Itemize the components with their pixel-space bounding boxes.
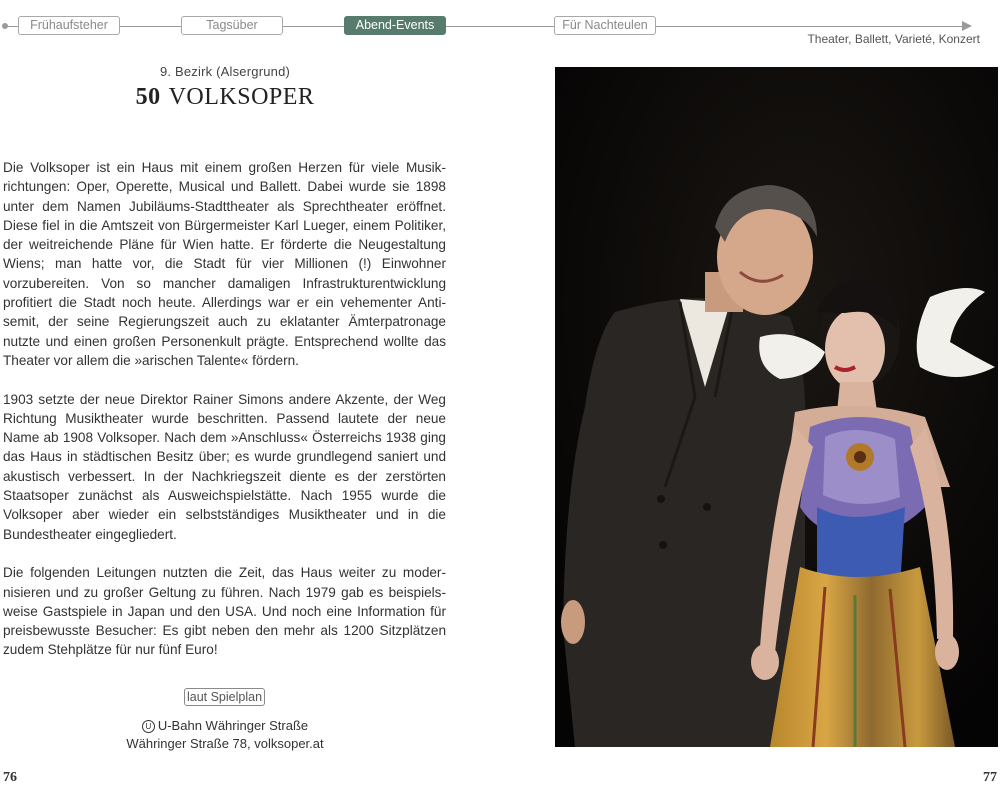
article-body: [3, 158, 446, 679]
district-label: 9. Bezirk (Alsergrund): [159, 64, 291, 79]
timeline-arrow-icon: [962, 21, 972, 31]
paragraph: 1903 setzte der neue Direktor Rainer Simons andere Akzente, der Weg Richtung Musiktheater wurde beschritten. Passend lautete der neue Name ab 1908 Volksoper. Nach dem »Anschluss« Österreichs 1938 ging das Haus in städtischen Besitz über; es wurde grundlegend saniert und akustisch verbessert. In der Nachkriegszeit diente es der zerstörten Staatsoper zunächst als Ausweichspielstätte. Nach 1955 wurde die Volksoper aber wieder ein selbstständiges Musiktheater und in die Bundestheater eingegliedert.: [3, 391, 446, 542]
category-timeline: [0, 0, 1000, 60]
page-title: [0, 84, 450, 111]
entry-number: 50: [135, 84, 161, 110]
timeline-start-dot: [2, 23, 8, 29]
transit-info: [0, 718, 450, 733]
page-number-left: 76: [3, 770, 17, 785]
tab-tagsueber: Tagsüber: [181, 16, 283, 35]
stage-photo: [555, 67, 998, 747]
tab-abend-events: Abend-Events: [344, 16, 446, 35]
address: Währinger Straße 78, volksoper.at: [126, 736, 324, 751]
subway-icon: U: [142, 720, 155, 733]
tab-fuer-nachteulen: Für Nachteulen: [554, 16, 656, 35]
performers-illustration: [555, 67, 998, 747]
page-number-right: 77: [983, 770, 997, 785]
hours-badge: laut Spielplan: [184, 688, 265, 706]
entry-name: VOLKSOPER: [168, 84, 315, 110]
category-label: Theater, Ballett, Varieté, Konzert: [807, 32, 980, 46]
timeline-line: [4, 26, 970, 27]
transit-stop: Währinger Straße: [205, 718, 309, 733]
transit-line: U-Bahn: [157, 718, 202, 733]
paragraph: Die folgenden Leitungen nutzten die Zeit, das Haus weiter zu modernisieren und zu großer Geltung zu führen. Nach 1979 gab es beispielsweise Gastspiele in Japan und den USA. Und noch eine Information für preisbewusste Besucher: Es gibt neben den mehr als 1200 Sitzplätzen zudem Stehplätze für nur fünf Euro!: [3, 565, 446, 658]
paragraph: Die Volksoper ist ein Haus mit einem großen Herzen für viele Musikrichtungen: Oper, Operette, Musical und Ballett. Dabei wurde sie 1898 unter dem Namen Jubiläums-Stadttheater als Sprechtheater eröffnet. Diese fiel in die Amtszeit von Bürgermeister Karl Lueger, einem Politiker, der weitreichende Pläne für Wien hatte. Er förderte die Neugestaltung Wiens; man hatte vor, die Stadt für vier Millionen (!) Einwohner vorzubereiten. Von so mancher damaligen Infrastrukturentwicklung profitiert die Stadt noch heute. Allerdings war er ein vehementer Antisemit, der seine Regierungszeit auch zu eklatanter Ämterpatronage nutzte und einen großen Personenkult prägte. Entsprechend wollte das Theater vor allem die »arischen Talente« fördern.: [3, 160, 446, 368]
tab-fruehaufsteher: Frühaufsteher: [18, 16, 120, 35]
